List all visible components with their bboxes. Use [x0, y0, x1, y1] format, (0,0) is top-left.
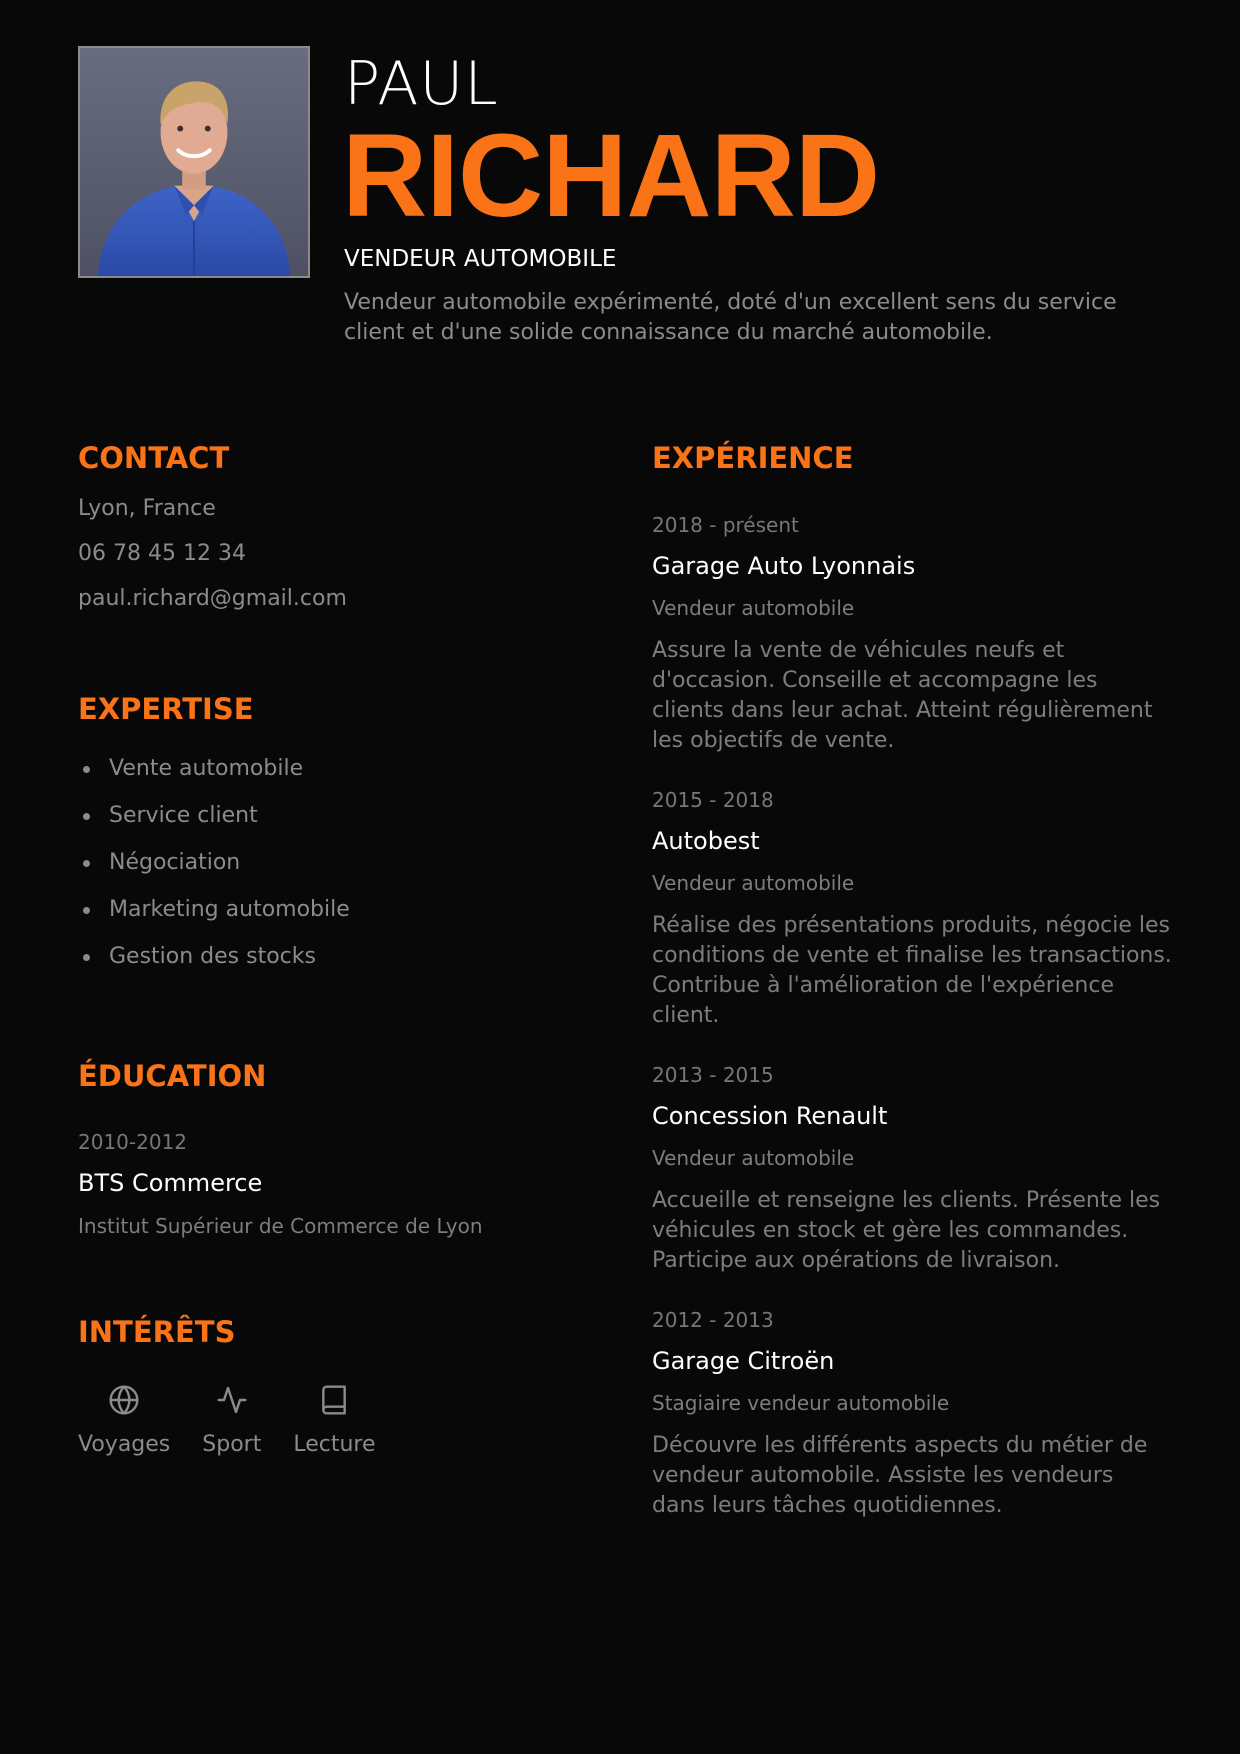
expertise-list	[78, 754, 350, 989]
job-company: Garage Citroën	[652, 1347, 835, 1375]
expertise-heading: EXPERTISE	[78, 692, 254, 726]
interest-reading	[293, 1384, 375, 1460]
job-role: Stagiaire vendeur automobile	[652, 1391, 950, 1415]
profile-photo	[78, 46, 310, 278]
job-dates: 2018 - présent	[652, 513, 799, 537]
contact-phone[interactable]: 06 78 45 12 34	[78, 541, 246, 566]
job-description: Découvre les différents aspects du métier de vendeur automobile. Assiste les vendeurs dans leurs tâches quotidiennes.	[652, 1433, 1148, 1518]
interest-label: Sport	[202, 1432, 262, 1457]
experience-heading: EXPÉRIENCE	[652, 441, 854, 475]
job-title: VENDEUR AUTOMOBILE	[344, 246, 617, 272]
activity-icon	[216, 1384, 248, 1416]
first-name: PAUL	[344, 49, 499, 119]
contact-heading: CONTACT	[78, 441, 230, 475]
education-heading: ÉDUCATION	[78, 1059, 267, 1093]
job-role: Vendeur automobile	[652, 596, 855, 620]
list-item: Gestion des stocks	[78, 942, 350, 989]
profile-summary: Vendeur automobile expérimenté, doté d'un excellent sens du service client et d'une solide connaissance du marché automobile.	[344, 290, 1117, 345]
contact-location: Lyon, France	[78, 496, 216, 521]
education-school: Institut Supérieur de Commerce de Lyon	[78, 1214, 483, 1238]
education-dates: 2010-2012	[78, 1130, 188, 1154]
job-dates: 2013 - 2015	[652, 1063, 774, 1087]
list-item: Négociation	[78, 848, 350, 895]
job-dates: 2015 - 2018	[652, 788, 774, 812]
job-company: Concession Renault	[652, 1102, 888, 1130]
list-item: Service client	[78, 801, 350, 848]
job-description: Réalise des présentations produits, négocie les conditions de vente et finalise les transactions. Contribue à l'amélioration de l'expérience client.	[652, 913, 1172, 1028]
contact-email[interactable]: paul.richard@gmail.com	[78, 586, 347, 611]
job-role: Vendeur automobile	[652, 1146, 855, 1170]
job-company: Autobest	[652, 827, 760, 855]
job-role: Vendeur automobile	[652, 871, 855, 895]
portrait-image	[80, 48, 308, 276]
interests-list	[78, 1384, 376, 1460]
interest-travel	[78, 1384, 170, 1460]
interest-label: Voyages	[78, 1432, 171, 1457]
job-company: Garage Auto Lyonnais	[652, 552, 916, 580]
interests-heading: INTÉRÊTS	[78, 1315, 236, 1349]
list-item: Marketing automobile	[78, 895, 350, 942]
job-description: Accueille et renseigne les clients. Présente les véhicules en stock et gère les commandes. Participe aux opérations de livraison.	[652, 1188, 1161, 1273]
interest-sport	[202, 1384, 261, 1460]
education-degree: BTS Commerce	[78, 1169, 263, 1197]
globe-icon	[108, 1384, 140, 1416]
interest-label: Lecture	[293, 1432, 376, 1457]
book-icon	[318, 1384, 350, 1416]
job-dates: 2012 - 2013	[652, 1308, 774, 1332]
last-name: RICHARD	[342, 110, 880, 242]
job-description: Assure la vente de véhicules neufs et d'occasion. Conseille et accompagne les clients dans leur achat. Atteint régulièrement les objectifs de vente.	[652, 638, 1153, 753]
list-item: Vente automobile	[78, 754, 350, 801]
